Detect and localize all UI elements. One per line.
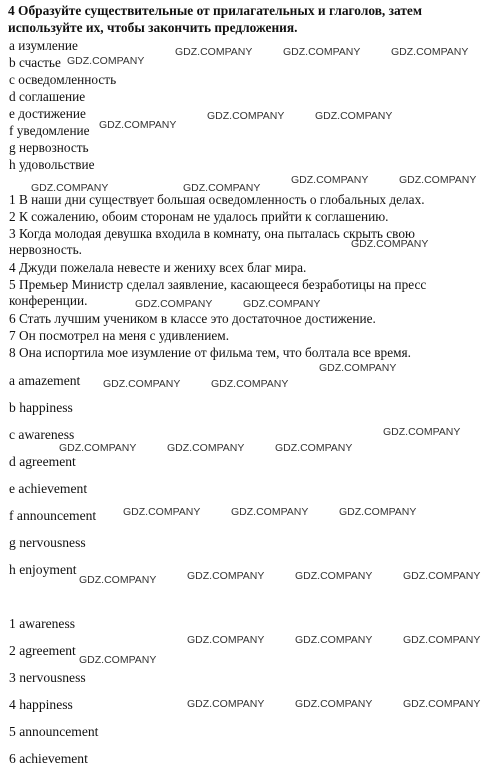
exercise-title: 4 Образуйте существительные от прилагательных и глаголов, затем используйте их, чтобы закончить предложения.	[8, 3, 422, 35]
sentence: 6 Стать лучшим учеником в классе это достаточное достижение.	[9, 311, 376, 326]
answer-word: d agreement	[9, 454, 76, 469]
watermark: GDZ.COMPANY	[187, 570, 265, 582]
answer-sentence: 1 awareness	[9, 616, 76, 631]
sentence: 7 Он посмотрел на меня с удивлением.	[9, 328, 230, 343]
answer-word: b happiness	[9, 400, 73, 415]
word-item: e достижение	[9, 106, 86, 121]
watermark: GDZ.COMPANY	[275, 442, 353, 454]
watermark: GDZ.COMPANY	[67, 55, 145, 67]
watermark: GDZ.COMPANY	[295, 698, 373, 710]
watermark: GDZ.COMPANY	[295, 634, 373, 646]
watermark: GDZ.COMPANY	[315, 110, 393, 122]
watermark: GDZ.COMPANY	[403, 634, 481, 646]
sentence: 3 Когда молодая девушка входила в комнату, она пыталась скрыть свою нервозность.	[9, 226, 415, 257]
watermark: GDZ.COMPANY	[231, 506, 309, 518]
watermark: GDZ.COMPANY	[183, 182, 261, 194]
sentence: 1 В наши дни существует большая осведомленность о глобальных делах.	[9, 192, 425, 207]
word-item: h удовольствие	[9, 157, 95, 172]
sentence: 8 Она испортила мое изумление от фильма тем, что болтала все время.	[9, 345, 411, 360]
answer-word: h enjoyment	[9, 562, 77, 577]
watermark: GDZ.COMPANY	[79, 654, 157, 666]
word-item: b счастье	[9, 55, 61, 70]
word-item: f уведомление	[9, 123, 90, 138]
watermark: GDZ.COMPANY	[339, 506, 417, 518]
watermark: GDZ.COMPANY	[351, 238, 429, 250]
answer-word: g nervousness	[9, 535, 86, 550]
word-item: c осведомленность	[9, 72, 117, 87]
sentence: 4 Джуди пожелала невесте и жениху всех благ мира.	[9, 260, 307, 275]
answer-word: c awareness	[9, 427, 75, 442]
watermark: GDZ.COMPANY	[79, 574, 157, 586]
watermark: GDZ.COMPANY	[99, 119, 177, 131]
watermark: GDZ.COMPANY	[295, 570, 373, 582]
answer-sentence: 2 agreement	[9, 643, 76, 658]
watermark: GDZ.COMPANY	[123, 506, 201, 518]
watermark: GDZ.COMPANY	[187, 698, 265, 710]
watermark: GDZ.COMPANY	[391, 46, 469, 58]
sentence: 2 К сожалению, обоим сторонам не удалось прийти к соглашению.	[9, 209, 389, 224]
watermark: GDZ.COMPANY	[403, 570, 481, 582]
watermark: GDZ.COMPANY	[187, 634, 265, 646]
answer-sentence: 6 achievement	[9, 751, 88, 766]
answer-sentence: 4 happiness	[9, 697, 73, 712]
watermark: GDZ.COMPANY	[135, 298, 213, 310]
watermark: GDZ.COMPANY	[283, 46, 361, 58]
answer-sentence: 5 announcement	[9, 724, 99, 739]
watermark: GDZ.COMPANY	[319, 362, 397, 374]
watermark: GDZ.COMPANY	[291, 174, 369, 186]
watermark: GDZ.COMPANY	[399, 174, 477, 186]
answer-word: e achievement	[9, 481, 88, 496]
watermark: GDZ.COMPANY	[175, 46, 253, 58]
word-item: g нервозность	[9, 140, 89, 155]
word-item: a изумление	[9, 38, 78, 53]
watermark: GDZ.COMPANY	[31, 182, 109, 194]
answer-word: f announcement	[9, 508, 97, 523]
watermark: GDZ.COMPANY	[59, 442, 137, 454]
watermark: GDZ.COMPANY	[383, 426, 461, 438]
watermark: GDZ.COMPANY	[243, 298, 321, 310]
watermark: GDZ.COMPANY	[211, 378, 289, 390]
watermark: GDZ.COMPANY	[207, 110, 285, 122]
watermark: GDZ.COMPANY	[403, 698, 481, 710]
answer-sentence: 3 nervousness	[9, 670, 86, 685]
watermark: GDZ.COMPANY	[167, 442, 245, 454]
answer-word: a amazement	[9, 373, 81, 388]
word-item: d соглашение	[9, 89, 86, 104]
watermark: GDZ.COMPANY	[103, 378, 181, 390]
sentence: 5 Премьер Министр сделал заявление, касающееся безработицы на пресс конференции.	[9, 277, 427, 308]
